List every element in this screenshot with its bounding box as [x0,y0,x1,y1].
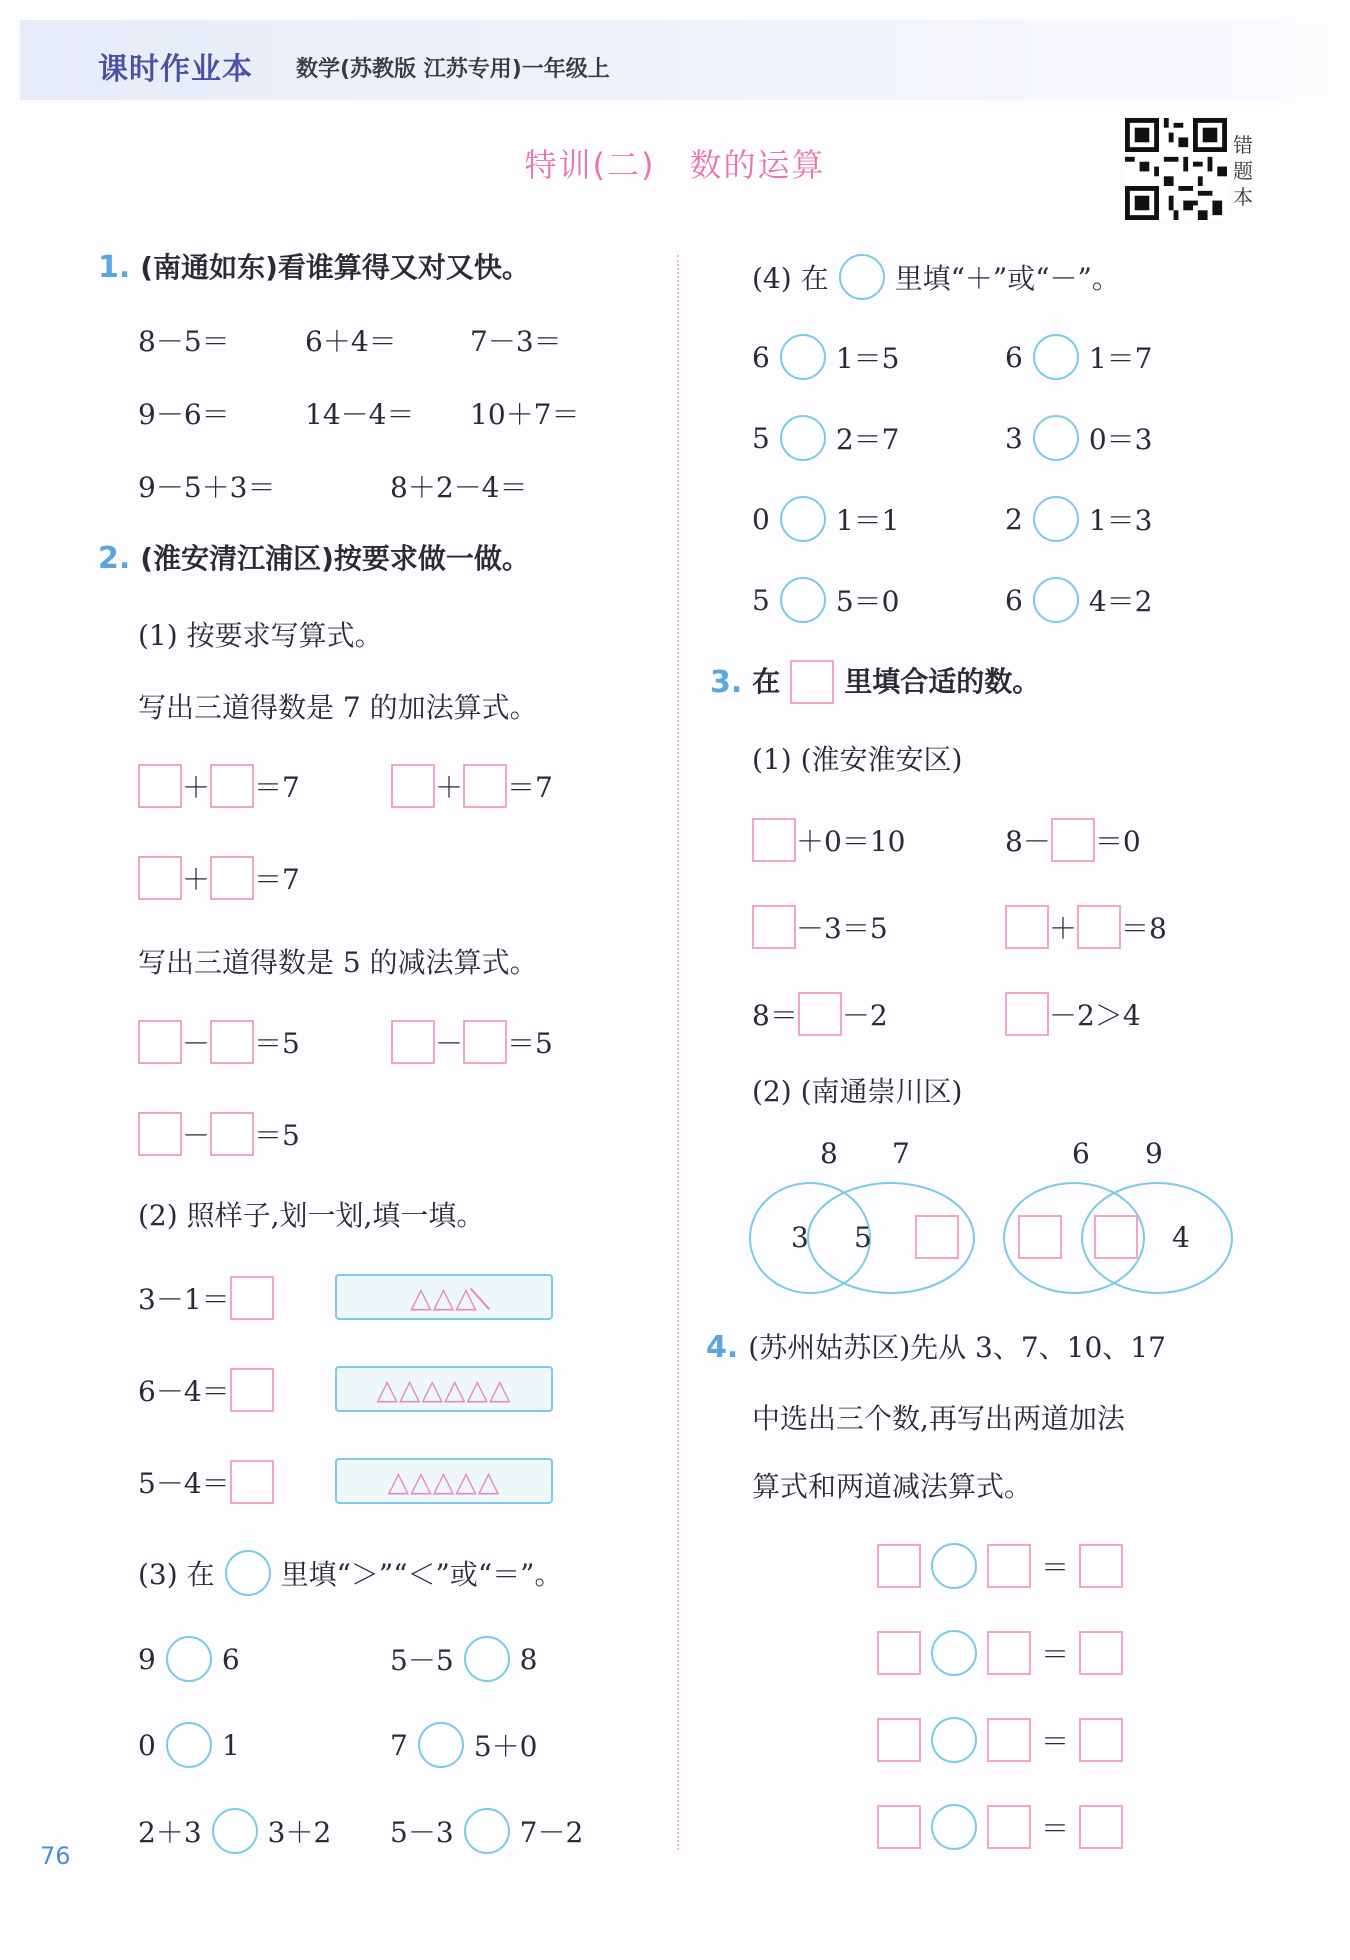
draw-row: 5－4＝ [138,1460,274,1504]
section-title: 特训(二) 数的运算 [524,146,826,184]
sign-item: 5 5＝0 [752,577,899,623]
venn-left-number: 3 [791,1221,809,1254]
venn-top-number: 7 [892,1137,910,1170]
answer-circle[interactable] [780,334,826,380]
answer-box[interactable] [877,1805,921,1849]
sign-item: 2 1＝3 [1005,496,1152,542]
qr-code-icon[interactable] [1125,118,1227,220]
answer-box[interactable] [1079,1631,1123,1675]
fill-equation: －2＞4 [1005,992,1141,1036]
question-1-text: (南通如东)看谁算得又对又快。 [140,250,530,284]
answer-circle[interactable] [931,1717,977,1763]
answer-box[interactable] [138,1112,182,1156]
addition-equation: ＋ ＝7 [138,856,300,900]
answer-circle [225,1550,271,1596]
compare-item: 9 6 [138,1636,240,1682]
answer-circle[interactable] [166,1722,212,1768]
answer-circle[interactable] [166,1636,212,1682]
question-2-number: 2. [98,541,131,576]
compare-item: 5－5 8 [390,1636,537,1682]
answer-box[interactable] [1079,1718,1123,1762]
answer-circle[interactable] [780,577,826,623]
answer-circle[interactable] [212,1808,258,1854]
part-2-label: (2) (南通崇川区) [752,1075,963,1108]
draw-example-row: 3－1＝ [138,1276,274,1320]
answer-circle[interactable] [1033,496,1079,542]
wrong-questions-label: 错题本 [1233,133,1253,209]
answer-box[interactable] [138,764,182,808]
answer-box[interactable] [987,1544,1031,1588]
column-divider [677,255,679,1850]
answer-circle[interactable] [1033,334,1079,380]
free-equation: ＝ [877,1630,1123,1676]
page-number: 76 [40,1842,71,1870]
answer-circle[interactable] [1033,577,1079,623]
sign-item: 3 0＝3 [1005,415,1152,461]
answer-box[interactable] [1094,1215,1138,1259]
answer-box[interactable] [987,1631,1031,1675]
answer-box[interactable] [138,856,182,900]
triangle-box[interactable] [335,1458,553,1504]
compare-item: 0 1 [138,1722,240,1768]
venn-top-number: 6 [1072,1137,1090,1170]
free-equation: ＝ [877,1717,1123,1763]
venn-right-number: 4 [1172,1221,1190,1254]
question-4 [706,1330,1166,1365]
fill-equation: ＋ ＝8 [1005,905,1167,949]
draw-row: 6－4＝ [138,1368,274,1412]
answer-box[interactable] [877,1631,921,1675]
question-3: 3. 在 里填合适的数。 [710,660,1040,704]
subtraction-equation: － ＝5 [138,1112,300,1156]
sign-item: 6 1＝7 [1005,334,1152,380]
answer-box[interactable] [1079,1544,1123,1588]
fill-equation: ＋0＝10 [752,818,905,862]
calc-item: 9－5＋3＝ [138,471,276,504]
question-4-line-3: 算式和两道减法算式。 [752,1470,1033,1503]
answer-box[interactable] [877,1544,921,1588]
addition-prompt: 写出三道得数是 7 的加法算式。 [138,691,538,724]
venn-middle-number: 5 [854,1221,872,1254]
answer-box[interactable] [987,1805,1031,1849]
answer-box[interactable] [1077,905,1121,949]
subtraction-equation: － ＝5 [391,1020,553,1064]
fill-equation: 8＝ －2 [752,992,888,1036]
addition-equation: ＋ ＝7 [391,764,553,808]
fill-equation: －3＝5 [752,905,888,949]
question-4-number: 4. [706,1330,739,1365]
answer-circle[interactable] [780,415,826,461]
venn-top-number: 8 [820,1137,838,1170]
answer-box[interactable] [463,1020,507,1064]
brand-title: 课时作业本 [98,52,253,87]
answer-box[interactable] [752,905,796,949]
free-equation: ＝ [877,1543,1123,1589]
answer-box[interactable] [230,1460,274,1504]
sign-item: 6 1＝5 [752,334,899,380]
answer-box[interactable] [1005,992,1049,1036]
answer-box[interactable] [463,764,507,808]
triangles: △△△△△△ [376,1372,512,1406]
triangles: △△△△△ [387,1464,501,1498]
answer-box[interactable] [210,764,254,808]
answer-circle[interactable] [780,496,826,542]
answer-box[interactable] [1079,1805,1123,1849]
answer-box[interactable] [1051,818,1095,862]
answer-circle[interactable] [931,1543,977,1589]
venn-diagram-2 [1002,1180,1234,1296]
answer-box[interactable] [987,1718,1031,1762]
answer-box[interactable] [230,1276,274,1320]
answer-box[interactable] [230,1368,274,1412]
calc-item: 7－3＝ [470,325,562,358]
answer-box[interactable] [391,764,435,808]
question-4-line-2: 中选出三个数,再写出两道加法 [752,1402,1125,1435]
answer-circle[interactable] [464,1808,510,1854]
addition-equation: ＋ ＝7 [138,764,300,808]
calc-item: 9－6＝ [138,398,230,431]
venn-diagram-1 [748,1180,980,1296]
calc-item: 10＋7＝ [470,398,580,431]
sign-item: 5 2＝7 [752,415,899,461]
compare-item: 5－3 7－2 [390,1808,583,1854]
answer-box[interactable] [1018,1215,1062,1259]
answer-box[interactable] [391,1020,435,1064]
answer-circle[interactable] [931,1804,977,1850]
free-equation: ＝ [877,1804,1123,1850]
triangles: △△△ [410,1280,478,1314]
compare-item: 7 5＋0 [390,1722,537,1768]
sign-item: 6 4＝2 [1005,577,1152,623]
calc-item: 14－4＝ [305,398,415,431]
answer-circle[interactable] [1033,415,1079,461]
part-1-label: (1) (淮安淮安区) [752,743,963,776]
venn-top-number: 9 [1145,1137,1163,1170]
fill-equation: 8－ ＝0 [1005,818,1141,862]
answer-box[interactable] [210,856,254,900]
subtraction-prompt: 写出三道得数是 5 的减法算式。 [138,946,538,979]
question-3-number: 3. [710,664,743,700]
answer-box[interactable] [877,1718,921,1762]
answer-circle[interactable] [464,1636,510,1682]
book-subtitle: 数学(苏教版 江苏专用)一年级上 [296,57,610,82]
answer-box[interactable] [752,818,796,862]
answer-box[interactable] [138,1020,182,1064]
question-1-number: 1. [98,250,131,285]
part-4-label: (4) 在 里填“＋”或“－”。 [752,254,1120,300]
question-2 [98,541,530,576]
part-1-label: (1) 按要求写算式。 [138,619,383,652]
compare-item: 2＋3 3＋2 [138,1808,331,1854]
question-1 [98,250,530,285]
calc-item: 8－5＝ [138,325,230,358]
answer-box[interactable] [1005,905,1049,949]
calc-item: 8＋2－4＝ [390,471,528,504]
answer-circle[interactable] [931,1630,977,1676]
part-2-label: (2) 照样子,划一划,填一填。 [138,1199,485,1232]
triangle-box[interactable] [335,1366,553,1412]
sign-item: 0 1＝1 [752,496,899,542]
answer-circle[interactable] [418,1722,464,1768]
answer-circle [839,254,885,300]
question-2-text: (淮安清江浦区)按要求做一做。 [140,541,530,575]
answer-box[interactable] [210,1020,254,1064]
calc-item: 6＋4＝ [305,325,397,358]
triangle-box[interactable] [335,1274,553,1320]
answer-box[interactable] [798,992,842,1036]
question-4-line-1: (苏州姑苏区)先从 3、7、10、17 [748,1330,1166,1364]
answer-box [790,660,834,704]
answer-box[interactable] [915,1215,959,1259]
subtraction-equation: － ＝5 [138,1020,300,1064]
answer-box[interactable] [210,1112,254,1156]
part-3-label: (3) 在 里填“＞”“＜”或“＝”。 [138,1550,562,1596]
